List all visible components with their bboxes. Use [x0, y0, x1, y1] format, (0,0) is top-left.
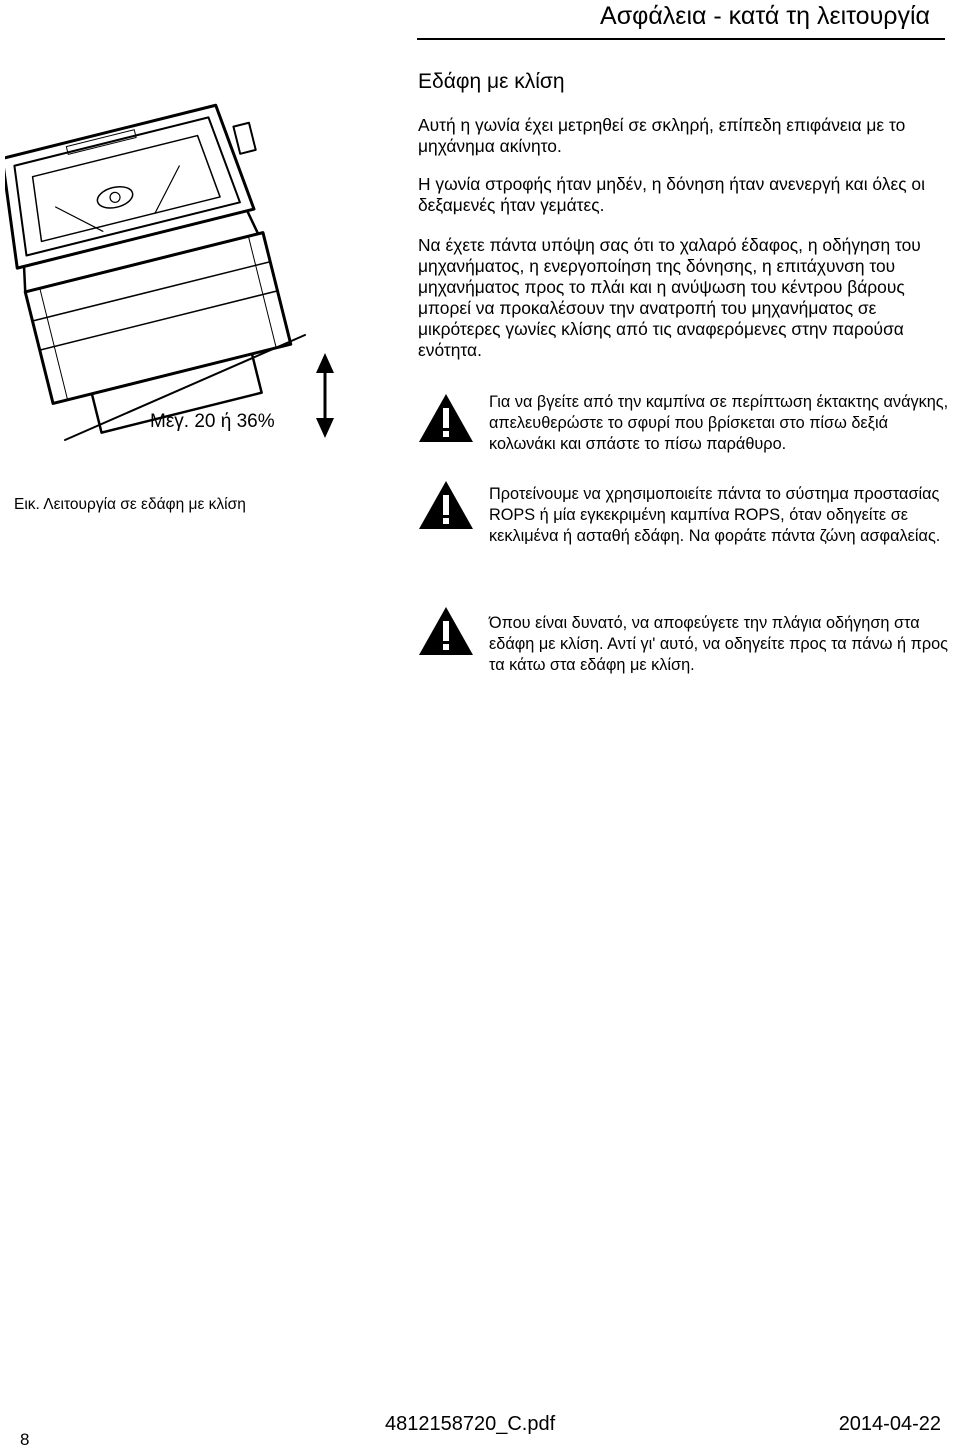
- figure-caption: Εικ. Λειτουργία σε εδάφη με κλίση: [14, 496, 246, 513]
- warning-rops: Προτείνουμε να χρησιμοποιείτε πάντα το σύστημα προστασίας ROPS ή μία εγκεκριμένη καμπίνα ROPS, όταν οδηγείτε σε κεκλιμένα ή ασταθή εδάφη. Να φοράτε πάντα ζώνη ασφαλείας.: [489, 485, 941, 545]
- footer-date: 2014-04-22: [838, 1413, 941, 1435]
- warning-triangle-icon: [418, 606, 474, 656]
- warning-triangle-icon: [418, 480, 474, 530]
- warning-emergency-exit: Για να βγείτε από την καμπίνα σε περίπτωση έκτακτης ανάγκης, απελευθερώστε το σφυρί που βρίσκεται στο πίσω δεξιά κολωνάκι και σπάστε το πίσω παράθυρο.: [489, 393, 949, 453]
- page-header-title: Ασφάλεια - κατά τη λειτουργία: [600, 2, 930, 30]
- paragraph-conditions: Η γωνία στροφής ήταν μηδέν, η δόνηση ήταν ανενεργή και όλες οι δεξαμενές ήταν γεμάτες.: [418, 174, 925, 215]
- page-number: 8: [20, 1430, 30, 1449]
- header-divider: [417, 38, 945, 40]
- warning-triangle-icon: [418, 393, 474, 443]
- section-title: Εδάφη με κλίση: [418, 70, 565, 93]
- paragraph-measurement: Αυτή η γωνία έχει μετρηθεί σε σκληρή, επίπεδη επιφάνεια με το μηχάνημα ακίνητο.: [418, 115, 906, 156]
- paragraph-tipping-risk: Να έχετε πάντα υπόψη σας ότι το χαλαρό έδαφος, η οδήγηση του μηχανήματος, η ενεργοποίηση της δόνησης, η επιτάχυνση του μηχανήματος προς το πλάι και η ανύψωση του κέντρου βάρους μπορεί να προκαλέσουν την ανατροπή του μηχανήματος σε μικρότερες γωνίες κλίσης από τις αναφερόμενες στην παρούσα ενότητα.: [418, 235, 921, 360]
- warning-side-driving: Όπου είναι δυνατό, να αποφεύγετε την πλάγια οδήγηση στα εδάφη με κλίση. Αντί γι' αυτό, να οδηγείτε προς τα πάνω ή προς τα κάτω στα εδάφη με κλίση.: [489, 614, 948, 674]
- machine-on-slope-illustration: [5, 95, 345, 445]
- max-slope-label: Μεγ. 20 ή 36%: [150, 411, 275, 432]
- footer-file-name: 4812158720_C.pdf: [385, 1413, 556, 1435]
